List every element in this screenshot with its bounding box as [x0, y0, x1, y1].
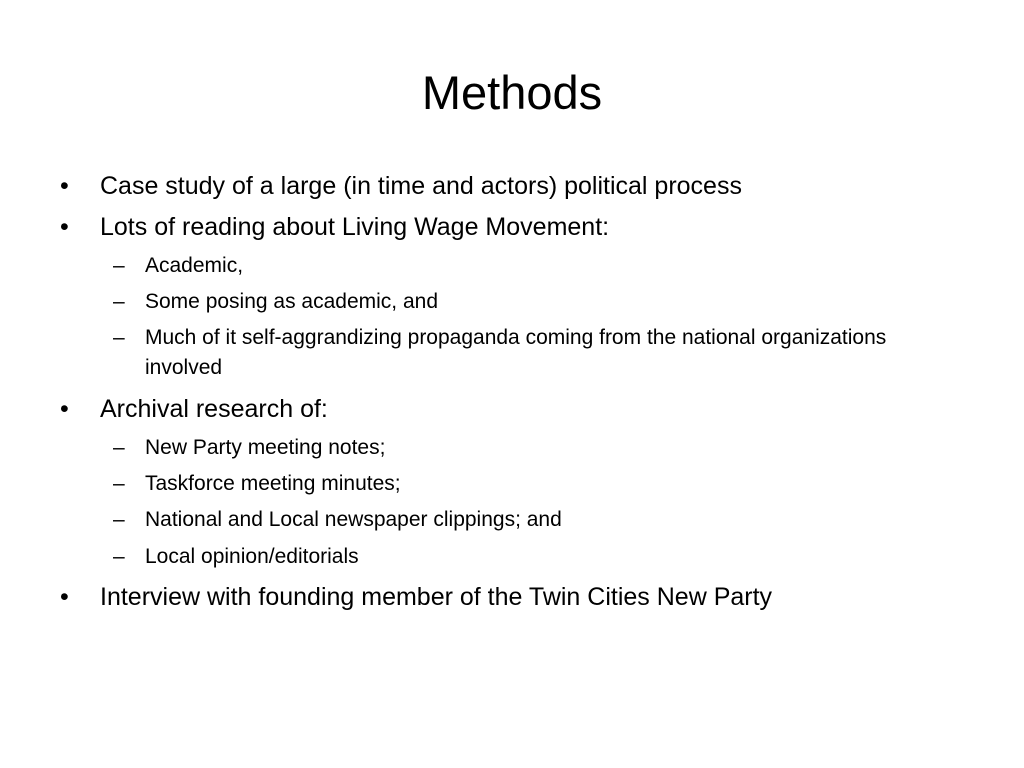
sub-bullet-text: Taskforce meeting minutes; [145, 472, 401, 495]
dash-marker: – [113, 436, 125, 459]
sub-bullet-text: New Party meeting notes; [145, 436, 386, 459]
bullet-marker: • [60, 583, 69, 611]
dash-marker: – [113, 254, 125, 277]
sub-bullet-text: Some posing as academic, and [145, 290, 439, 313]
bullet-marker: • [60, 172, 69, 200]
sub-bullet-text: Academic, [145, 254, 244, 277]
sub-bullet-text: Much of it self-aggrandizing propaganda coming from the national organizations involved [145, 326, 887, 379]
dash-marker: – [113, 508, 125, 531]
bullet-text: Case study of a large (in time and actors) political process [100, 172, 742, 200]
dash-marker: – [113, 326, 125, 349]
bullet-marker: • [60, 213, 69, 241]
dash-marker: – [113, 545, 125, 568]
sub-bullet-text: National and Local newspaper clippings; and [145, 508, 562, 531]
sub-bullet-text: Local opinion/editorials [145, 545, 359, 568]
dash-marker: – [113, 472, 125, 495]
bullet-text: Interview with founding member of the Twin Cities New Party [100, 583, 773, 611]
dash-marker: – [113, 290, 125, 313]
slide-title: Methods [421, 66, 603, 119]
bullet-marker: • [60, 395, 69, 423]
bullet-text: Archival research of: [100, 395, 328, 423]
bullet-text: Lots of reading about Living Wage Movement: [100, 213, 610, 241]
